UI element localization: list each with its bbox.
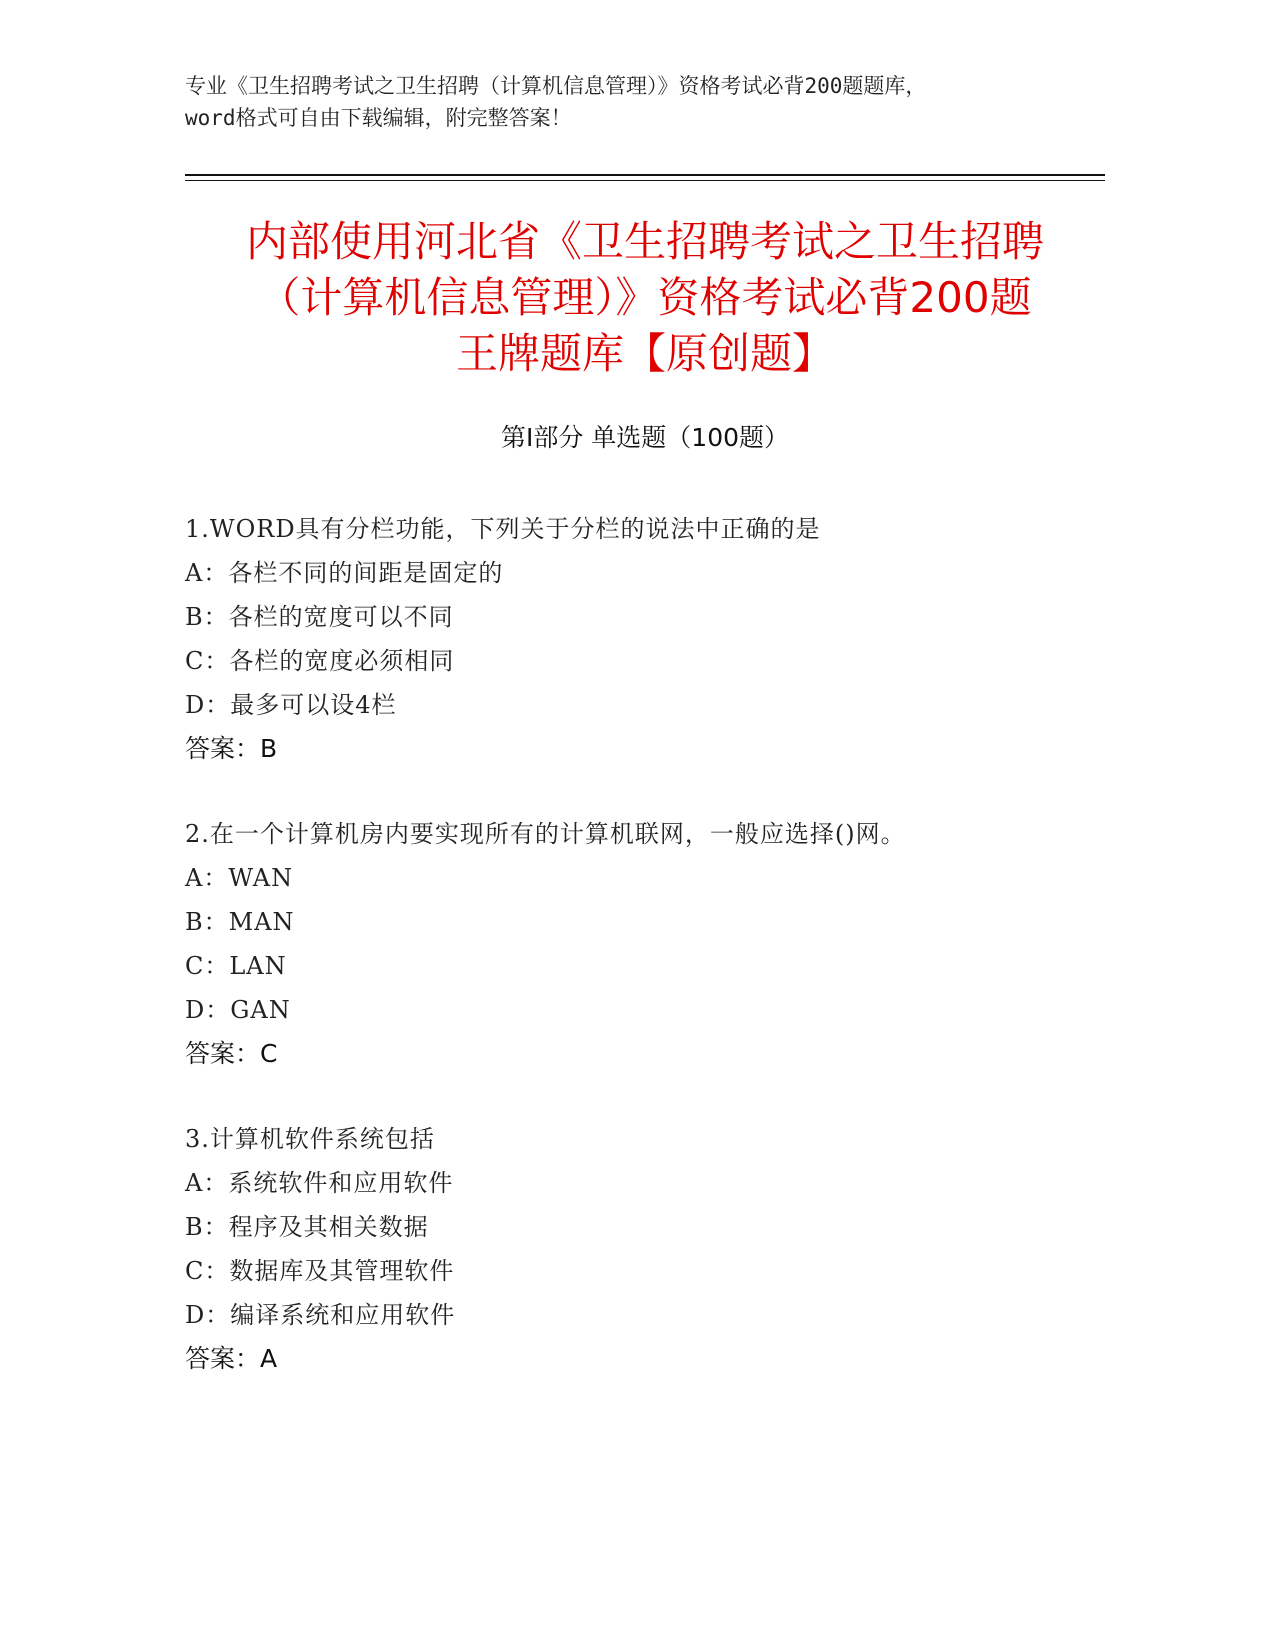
question-option-b: B：各栏的宽度可以不同 [185,603,454,631]
question-answer: 答案：B [185,734,278,763]
question-option-c: C：数据库及其管理软件 [185,1257,455,1285]
question-item [185,507,1105,771]
document-title [185,214,1105,382]
question-item [185,812,1105,1076]
question-option-d: D：最多可以设4栏 [185,691,397,719]
question-stem: 3.计算机软件系统包括 [185,1125,435,1153]
question-option-c: C：LAN [185,952,287,980]
question-stem: 2.在一个计算机房内要实现所有的计算机联网，一般应选择()网。 [185,820,906,848]
question-option-b: B：程序及其相关数据 [185,1213,429,1241]
question-option-a: A：系统软件和应用软件 [185,1169,454,1197]
question-stem: 1.WORD具有分栏功能，下列关于分栏的说法中正确的是 [185,515,821,543]
question-option-b: B：MAN [185,908,295,936]
header-note [185,70,1105,134]
header-rule-thin [185,180,1105,181]
question-answer: 答案：A [185,1344,278,1373]
question-option-a: A：WAN [185,864,294,892]
header-rule-thick [185,174,1105,176]
header-note-line-2: word格式可自由下载编辑，附完整答案！ [185,106,572,130]
question-option-d: D：GAN [185,996,291,1024]
document-title-line-3: 王牌题库【原创题】 [455,329,834,378]
document-title-line-1: 内部使用河北省《卫生招聘考试之卫生招聘 [245,217,1044,266]
question-option-c: C：各栏的宽度必须相同 [185,647,455,675]
section-heading: 第Ⅰ部分 单选题（100题） [500,423,790,452]
question-answer: 答案：C [185,1039,278,1068]
question-option-a: A：各栏不同的间距是固定的 [185,559,504,587]
header-note-line-1: 专业《卫生招聘考试之卫生招聘（计算机信息管理）》资格考试必背200题题库， [185,74,927,98]
document-title-line-2: （计算机信息管理）》资格考试必背200题 [258,273,1032,322]
question-item [185,1117,1105,1381]
question-option-d: D：编译系统和应用软件 [185,1301,456,1329]
